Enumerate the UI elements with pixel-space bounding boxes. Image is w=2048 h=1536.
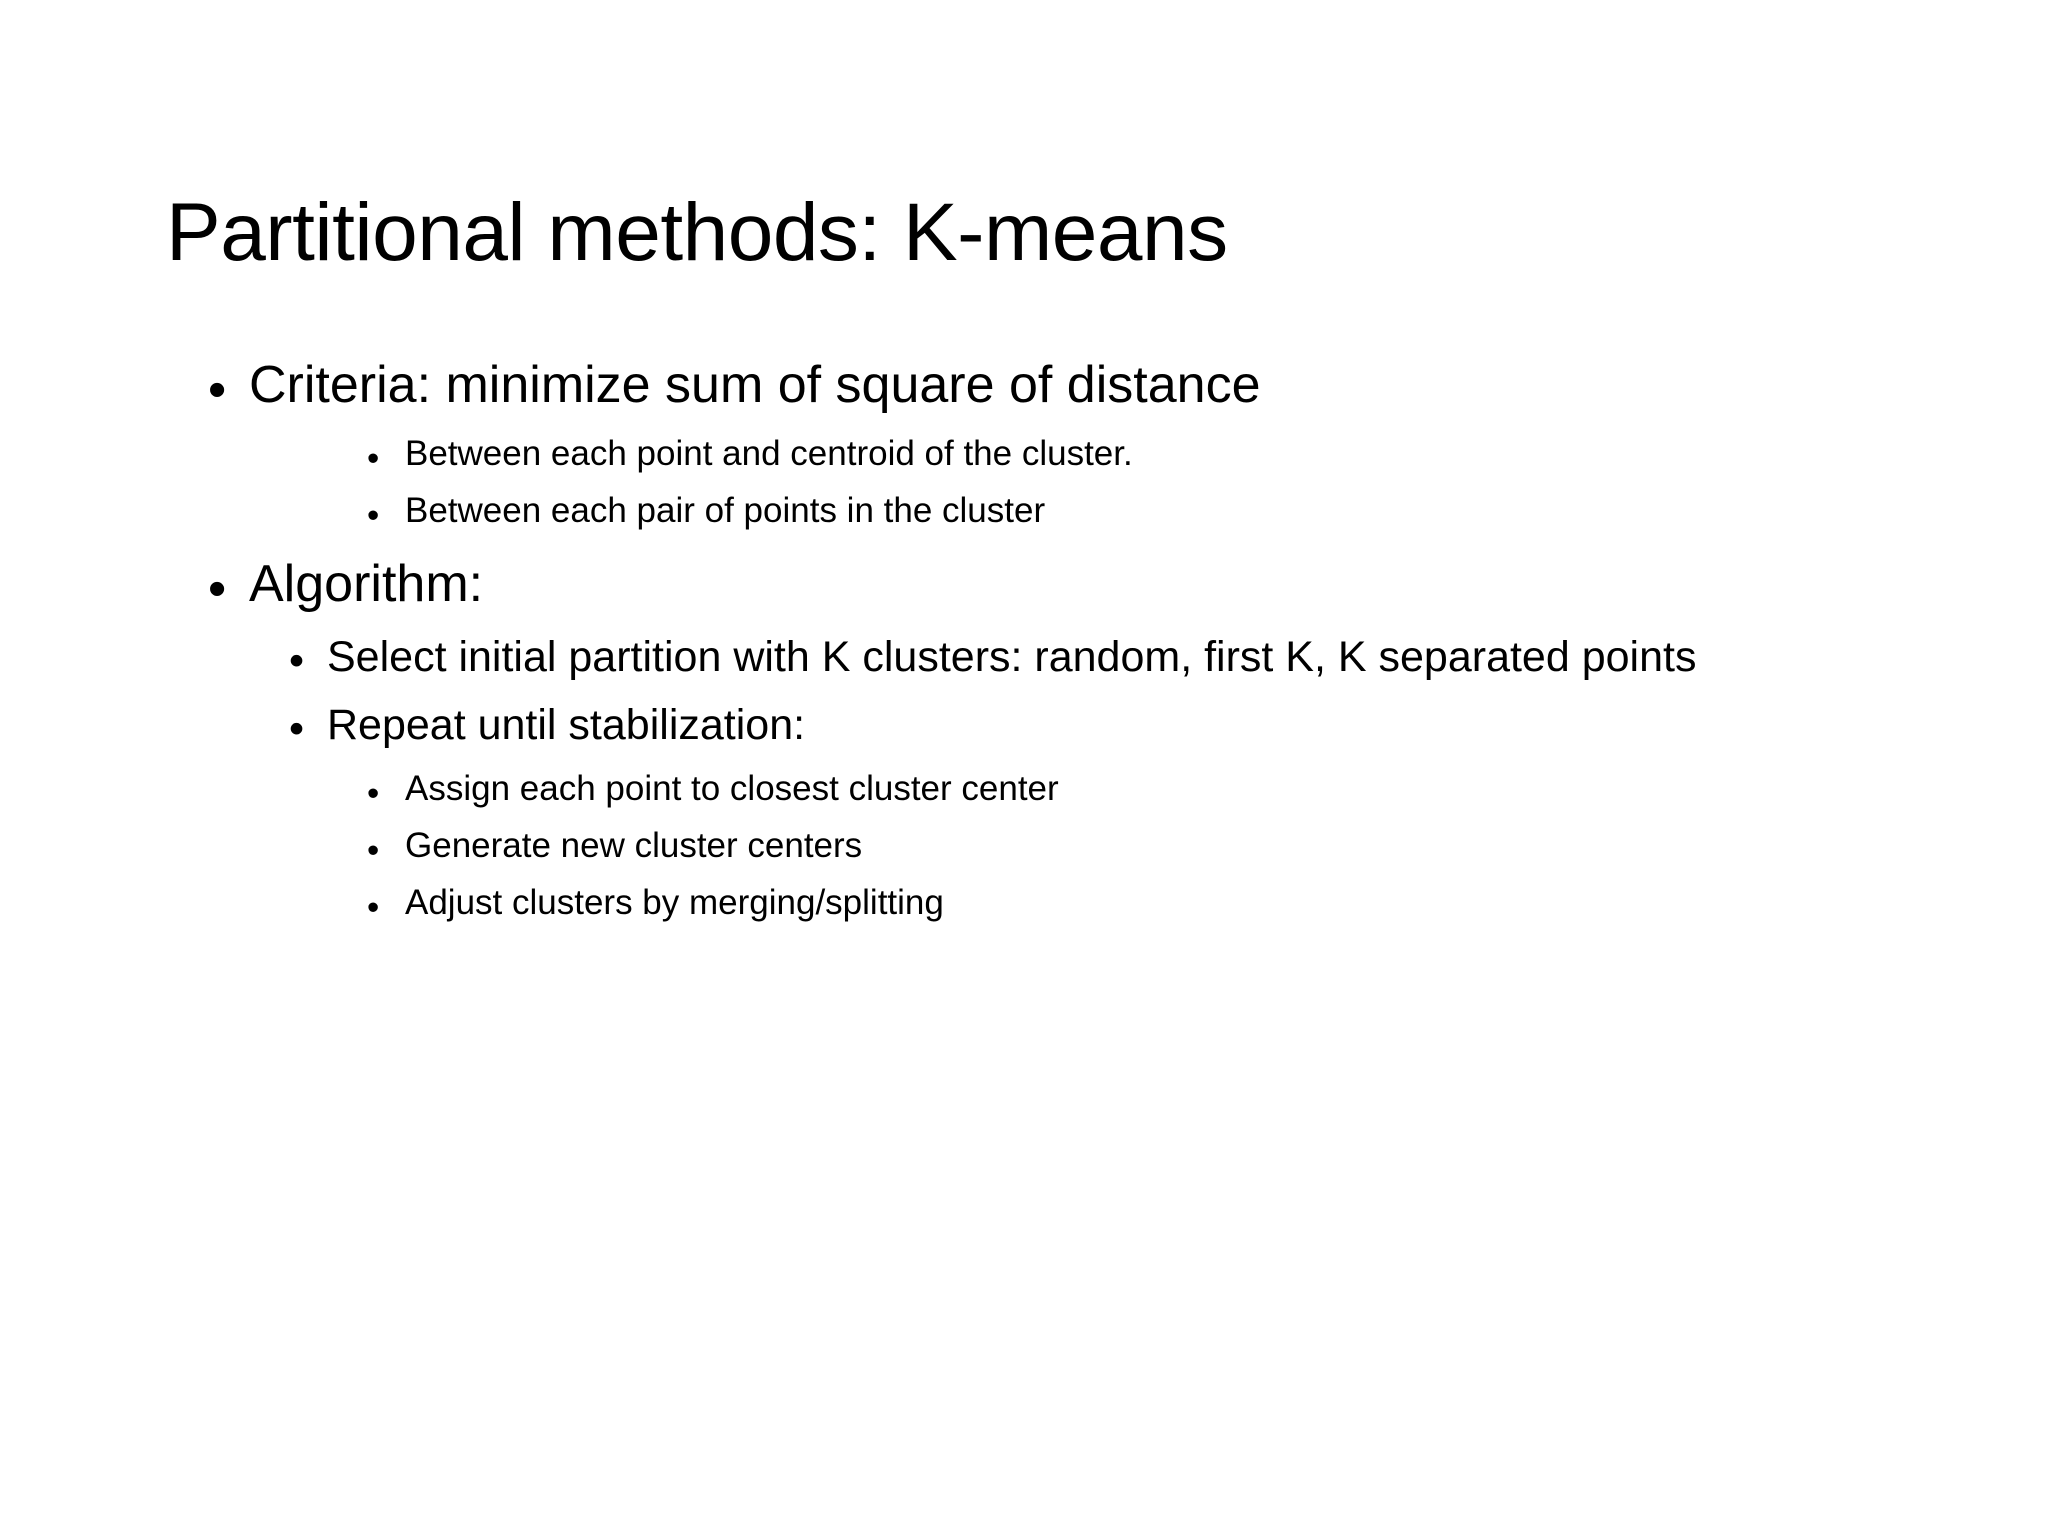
bullet-icon: • (367, 439, 380, 478)
sub-bullet-assign: Assign each point to closest cluster center (405, 769, 1059, 808)
sub-bullet-pairwise: Between each pair of points in the cluster (405, 491, 1046, 530)
bullet-icon: • (367, 888, 380, 927)
sub-bullet-point-centroid: Between each point and centroid of the cluster. (405, 434, 1133, 473)
sub-bullet-repeat: Repeat until stabilization: (327, 701, 806, 749)
sub-bullet-generate: Generate new cluster centers (405, 826, 863, 865)
bullet-icon: • (208, 361, 227, 419)
bullet-algorithm: Algorithm: (249, 555, 484, 613)
bullet-icon: • (367, 774, 380, 813)
sub-bullet-adjust: Adjust clusters by merging/splitting (405, 883, 944, 922)
bullet-icon: • (289, 637, 305, 685)
bullet-icon: • (289, 705, 305, 753)
bullet-icon: • (208, 560, 227, 618)
bullet-criteria: Criteria: minimize sum of square of distance (249, 356, 1261, 414)
bullet-icon: • (367, 831, 380, 870)
bullet-icon: • (367, 496, 380, 535)
sub-bullet-initial-partition: Select initial partition with K clusters: random, first K, K separated points (327, 633, 1697, 681)
slide-title: Partitional methods: K-means (166, 187, 1228, 278)
